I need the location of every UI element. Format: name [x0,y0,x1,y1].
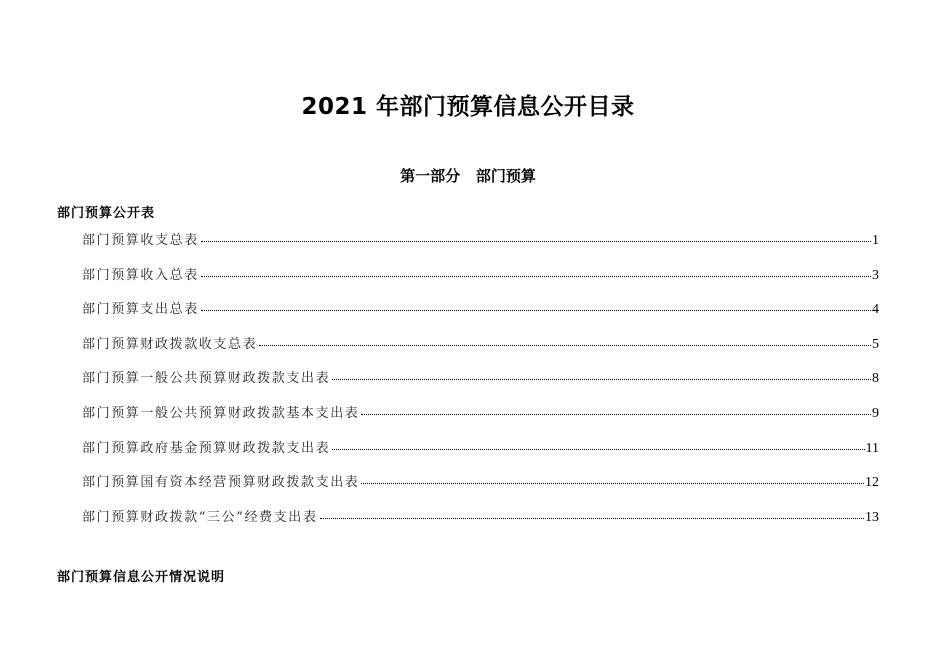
toc-dot-leader [259,345,871,346]
toc-entry-label: 部门预算收入总表 [82,267,199,283]
toc-entry-page: 12 [865,475,879,491]
toc-entry-label: 部门预算财政拨款收支总表 [82,336,258,352]
toc-dot-leader [201,241,871,242]
toc-entry[interactable] [82,471,879,506]
toc-dot-leader [332,449,864,450]
toc-entry-label: 部门预算国有资本经营预算财政拨款支出表 [82,475,360,491]
toc-dot-leader [361,414,871,415]
toc-entry-page: 1 [872,233,879,248]
toc-entry-page: 8 [872,371,879,387]
toc-dot-leader [332,379,871,380]
document-title: 2021 年部门预算信息公开目录 [301,94,635,120]
toc-dot-leader [201,276,871,277]
toc-dot-leader [320,518,865,519]
toc-entry-label: 部门预算一般公共预算财政拨款支出表 [82,371,331,387]
section-heading-info-disclosure: 部门预算信息公开情况说明 [57,570,226,585]
toc-entry-label: 部门预算一般公共预算财政拨款基本支出表 [82,405,360,421]
toc-entry-page: 5 [872,336,879,352]
toc-entry[interactable] [82,229,879,264]
table-of-contents [82,229,879,540]
toc-entry-label: 部门预算财政拨款“三公”经费支出表 [82,509,318,525]
toc-entry[interactable] [82,506,879,541]
toc-entry-page: 4 [872,302,879,318]
toc-entry-label: 部门预算政府基金预算财政拨款支出表 [82,440,331,456]
toc-dot-leader [201,310,871,311]
toc-entry-page: 9 [872,405,879,421]
toc-entry[interactable] [82,437,879,472]
toc-entry-label: 部门预算支出总表 [82,302,199,318]
toc-entry-label: 部门预算收支总表 [82,233,199,248]
toc-entry-page: 13 [865,509,879,525]
toc-entry[interactable] [82,333,879,368]
toc-dot-leader [361,483,864,484]
toc-entry[interactable] [82,367,879,402]
toc-entry[interactable] [82,402,879,437]
section-heading-budget-tables: 部门预算公开表 [57,206,156,221]
part-heading: 第一部分 部门预算 [400,167,536,185]
toc-entry[interactable] [82,264,879,299]
toc-entry[interactable] [82,298,879,333]
toc-entry-page: 11 [865,440,879,456]
toc-entry-page: 3 [872,267,879,283]
